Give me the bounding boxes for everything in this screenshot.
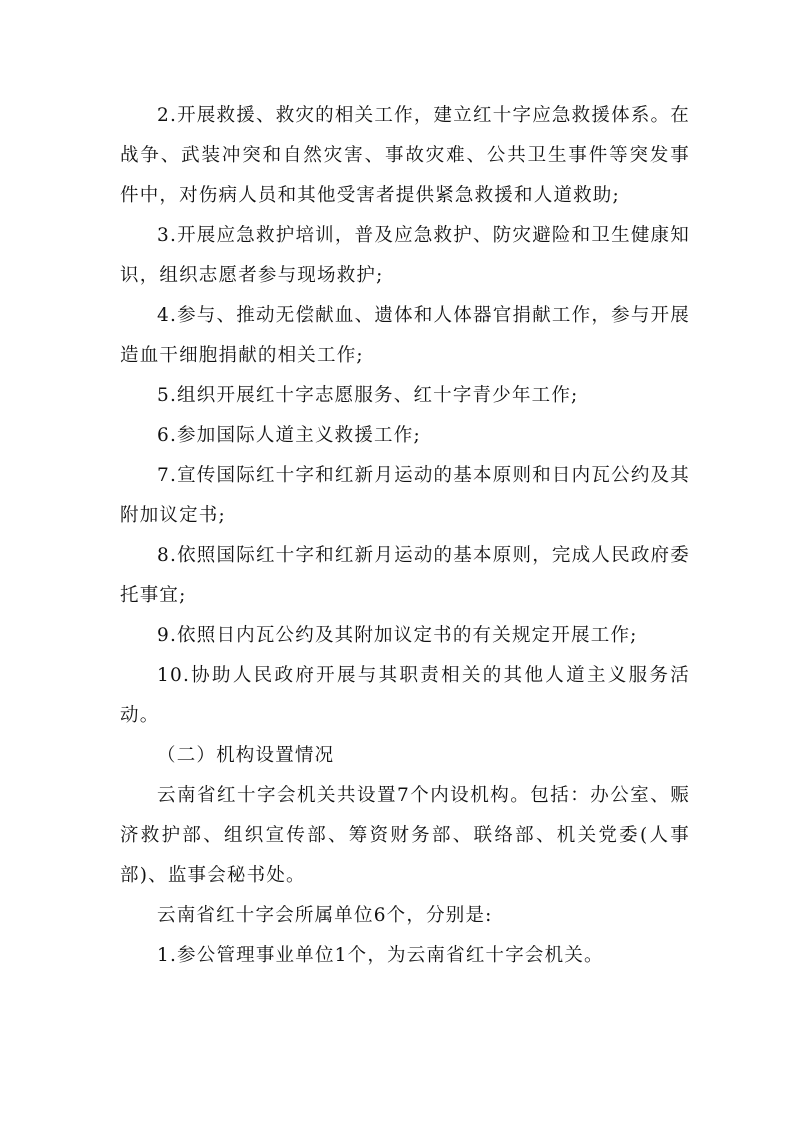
duty-item-2: 2.开展救援、救灾的相关工作，建立红十字应急救援体系。在战争、武装冲突和自然灾害、事故灾难、公共卫生事件等突发事件中，对伤病人员和其他受害者提供紧急救援和人道救助; — [120, 105, 690, 206]
duty-item-3: 3.开展应急救护培训，普及应急救护、防灾避险和卫生健康知识，组织志愿者参与现场救护; — [120, 225, 690, 286]
duty-item-9: 9.依照日内瓦公约及其附加议定书的有关规定开展工作; — [157, 625, 638, 646]
affiliated-unit-item-1: 1.参公管理事业单位1个，为云南省红十字会机关。 — [157, 945, 604, 966]
duty-item-8: 8.依照国际红十字和红新月运动的基本原则，完成人民政府委托事宜; — [120, 545, 690, 606]
duty-item-6: 6.参加国际人道主义救援工作; — [157, 425, 421, 446]
affiliated-units-paragraph: 云南省红十字会所属单位6个，分别是: — [157, 905, 493, 926]
org-structure-paragraph: 云南省红十字会机关共设置7个内设机构。包括：办公室、赈济救护部、组织宣传部、筹资财务部、联络部、机关党委(人事部)、监事会秘书处。 — [120, 785, 690, 886]
duty-item-4: 4.参与、推动无偿献血、遗体和人体器官捐献工作，参与开展造血干细胞捐献的相关工作; — [120, 305, 690, 366]
duty-item-10: 10.协助人民政府开展与其职责相关的其他人道主义服务活动。 — [120, 665, 690, 726]
duty-item-5: 5.组织开展红十字志愿服务、红十字青少年工作; — [157, 385, 579, 406]
section-heading: （二）机构设置情况 — [157, 745, 335, 766]
duty-item-7: 7.宣传国际红十字和红新月运动的基本原则和日内瓦公约及其附加议定书; — [120, 465, 690, 526]
document-body — [120, 96, 690, 976]
